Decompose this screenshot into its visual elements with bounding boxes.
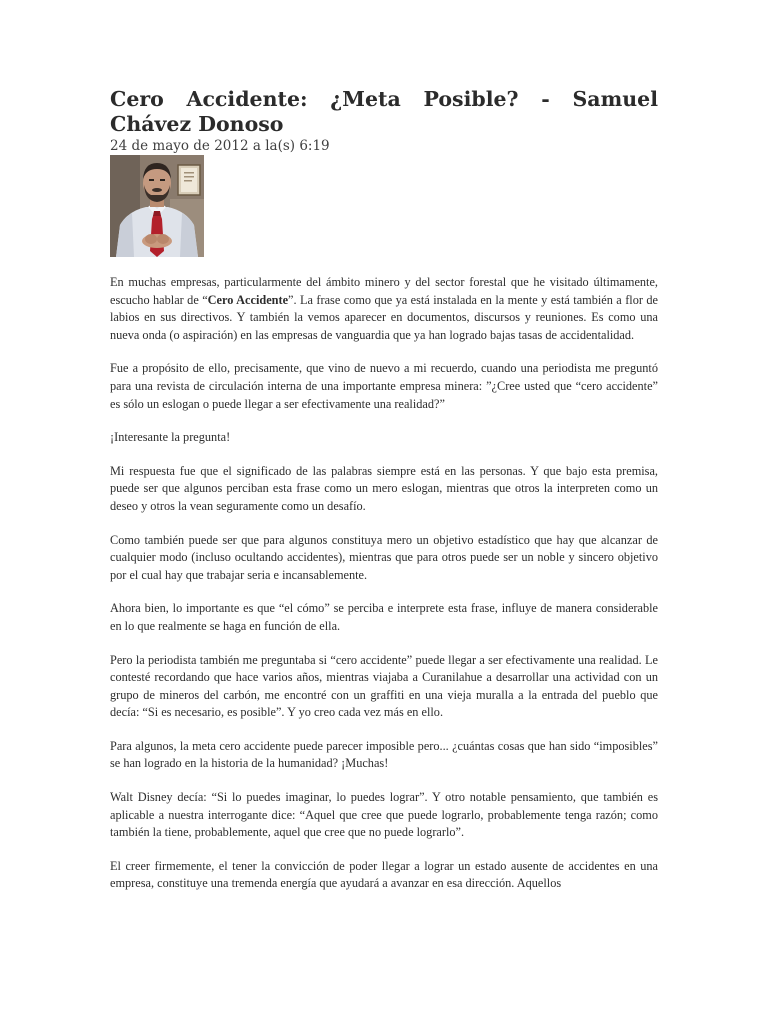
paragraph-5: Como también puede ser que para algunos constituya mero un objetivo estadístico que hay que alcanzar de cualquier modo (incluso ocultando accidentes), mientras que para otros puede ser un noble y sincero objetivo por el cual hay que trabajar seria e incansablemente. — [110, 532, 658, 582]
paragraph-7: Pero la periodista también me preguntaba si “cero accidente” puede llegar a ser efectivamente una realidad. Le contesté recordando que hace varios años, mientras viajaba a Curanilahue a desarrollar una actividad con un grupo de mineros del carbón, me encontré con un graffiti en una vieja muralla a la entrada del pueblo que decía: “Si es necesario, es posible”. Y yo creo cada vez más en ello. — [110, 652, 658, 720]
paragraph-3: ¡Interesante la pregunta! — [110, 430, 231, 445]
paragraph-9: Walt Disney decía: “Si lo puedes imaginar, lo puedes lograr”. Y otro notable pensamiento, que también es aplicable a nuestra interrogante dice: “Aquel que cree que puede lograrlo, probablemente tenga razón; como también la tiene, probablemente, aquel que cree que no puede lograrlo”. — [110, 790, 658, 840]
paragraph-8: Para algunos, la meta cero accidente puede parecer imposible pero... ¿cuántas cosas que han sido “imposibles” se han logrado en la historia de la humanidad? ¡Muchas! — [110, 738, 658, 771]
author-photo — [110, 155, 204, 257]
article-title: Cero Accidente: ¿Meta Posible? - Samuel Chávez Donoso — [110, 87, 658, 136]
paragraph-2: Fue a propósito de ello, precisamente, que vino de nuevo a mi recuerdo, cuando una periodista me preguntó para una revista de circulación interna de una importante empresa minera: ”¿Cree usted que “cero accidente” es sólo un eslogan o puede llegar a ser efectivamente una realidad?” — [110, 361, 658, 411]
paragraph-1-after: ”. La frase como que ya está instalada en la mente y está también a flor de labios en sus directivos. Y también la vemos aparecer en documentos, discursos y reuniones. Es como una nueva onda (o aspiración) en las empresas de vanguardia que ya han logrado bajas tasas de accidentalidad. — [110, 292, 658, 342]
article-body — [110, 274, 658, 908]
paragraph-6: Ahora bien, lo importante es que “el cómo” se perciba e interprete esta frase, influye de manera considerable en lo que realmente se haga en función de ella. — [110, 601, 658, 633]
paragraph-1-bold: Cero Accidente — [207, 292, 289, 307]
paragraph-1-before: En muchas empresas, particularmente del ámbito minero y del sector forestal que he visitado últimamente, escucho hablar de “ — [110, 275, 658, 307]
author-portrait-icon — [110, 155, 204, 257]
paragraph-10: El creer firmemente, el tener la convicción de poder llegar a lograr un estado ausente de accidentes en una empresa, constituye una tremenda energía que ayudará a avanzar en esa dirección. Aquellos — [110, 858, 658, 891]
article-date: 24 de mayo de 2012 a la(s) 6:19 — [110, 138, 330, 154]
paragraph-4: Mi respuesta fue que el significado de las palabras siempre está en las personas. Y que bajo esta premisa, puede ser que algunos perciban esta frase como un mero eslogan, mientras que otros la interpreten como un deseo y otros la vean seguramente como un desafío. — [110, 463, 658, 513]
paragraph-1 — [110, 274, 658, 344]
